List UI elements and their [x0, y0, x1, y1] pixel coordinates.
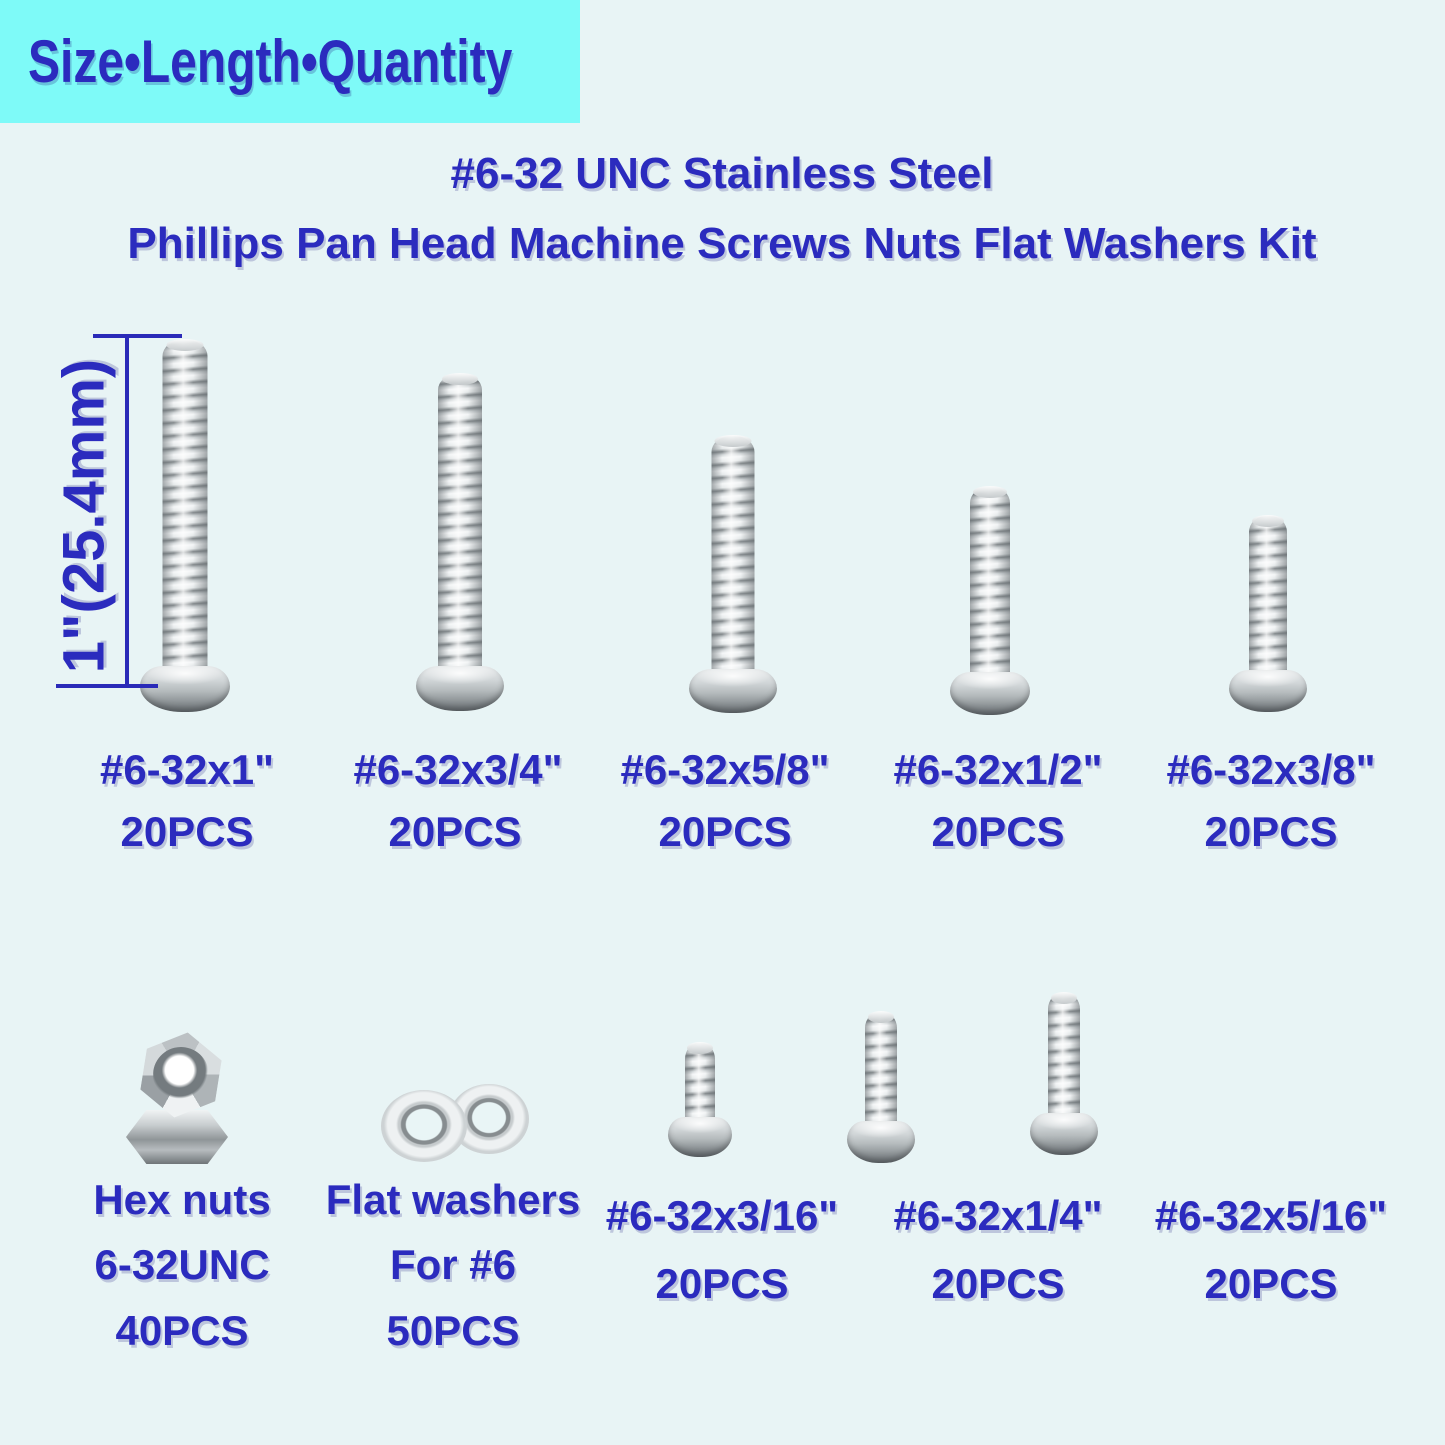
quantity-label: 20PCS	[120, 808, 254, 855]
title-line-1: #6-32 UNC Stainless Steel	[450, 149, 994, 198]
screw-photo-3-8in	[1229, 516, 1307, 712]
screw-head	[1030, 1113, 1098, 1155]
quantity-label: 20PCS	[931, 1260, 1065, 1307]
item-spec-label: For #6	[389, 1241, 517, 1288]
size-label: #6-32x5/8"	[620, 746, 830, 793]
screw-head	[847, 1121, 915, 1163]
screw-photo-3-16in	[668, 1043, 732, 1157]
screw-head	[140, 666, 230, 712]
screw-head	[689, 669, 777, 713]
hex-nut-photo-standing	[132, 1026, 230, 1124]
screw-thread	[1048, 993, 1080, 1121]
screw-head	[1229, 670, 1307, 712]
screw-thread	[865, 1012, 897, 1129]
quantity-label: 20PCS	[1204, 808, 1338, 855]
dimension-vertical-line	[125, 336, 129, 688]
screw-thread	[685, 1043, 715, 1125]
screw-photo-5-8in	[689, 436, 777, 713]
screw-photo-1in	[140, 340, 230, 712]
hex-nut-photo-lying	[126, 1110, 228, 1164]
item-name-label: Flat washers	[325, 1176, 581, 1223]
dimension-top-tick	[93, 334, 182, 338]
screw-thread	[1249, 516, 1287, 678]
size-label: #6-32x1/4"	[893, 1192, 1103, 1239]
dimension-label: 1"(25.4mm)	[51, 358, 117, 674]
size-length-quantity-banner	[0, 0, 580, 123]
size-label: #6-32x3/16"	[605, 1192, 839, 1239]
size-label: #6-32x3/4"	[353, 746, 563, 793]
quantity-label: 20PCS	[931, 808, 1065, 855]
size-label: #6-32x3/8"	[1166, 746, 1376, 793]
dimension-bottom-tick	[56, 684, 158, 688]
screw-thread	[970, 487, 1010, 680]
title-line-2: Phillips Pan Head Machine Screws Nuts Flat Washers Kit	[127, 219, 1317, 268]
size-label: #6-32x1/2"	[893, 746, 1103, 793]
size-label: #6-32x5/16"	[1154, 1192, 1388, 1239]
screw-head	[950, 672, 1030, 715]
screw-thread	[163, 340, 208, 674]
quantity-label: 40PCS	[115, 1307, 249, 1354]
item-spec-label: 6-32UNC	[94, 1241, 270, 1288]
screw-photo-1-2in	[950, 487, 1030, 715]
size-label: #6-32x1"	[99, 746, 275, 793]
quantity-label: 50PCS	[386, 1307, 520, 1354]
screw-photo-1-4in	[847, 1012, 915, 1163]
quantity-label: 20PCS	[1204, 1260, 1338, 1307]
screw-thread	[712, 436, 755, 677]
quantity-label: 20PCS	[658, 808, 792, 855]
screw-photo-5-16in	[1030, 993, 1098, 1155]
screw-head	[416, 666, 504, 711]
screw-thread	[438, 374, 482, 674]
quantity-label: 20PCS	[388, 808, 522, 855]
item-name-label: Hex nuts	[93, 1176, 271, 1223]
screw-photo-3-4in	[416, 374, 504, 711]
flat-washer-photo	[381, 1090, 467, 1162]
quantity-label: 20PCS	[655, 1260, 789, 1307]
banner-label: Size•Length•Quantity	[28, 28, 513, 95]
screw-head	[668, 1117, 732, 1157]
